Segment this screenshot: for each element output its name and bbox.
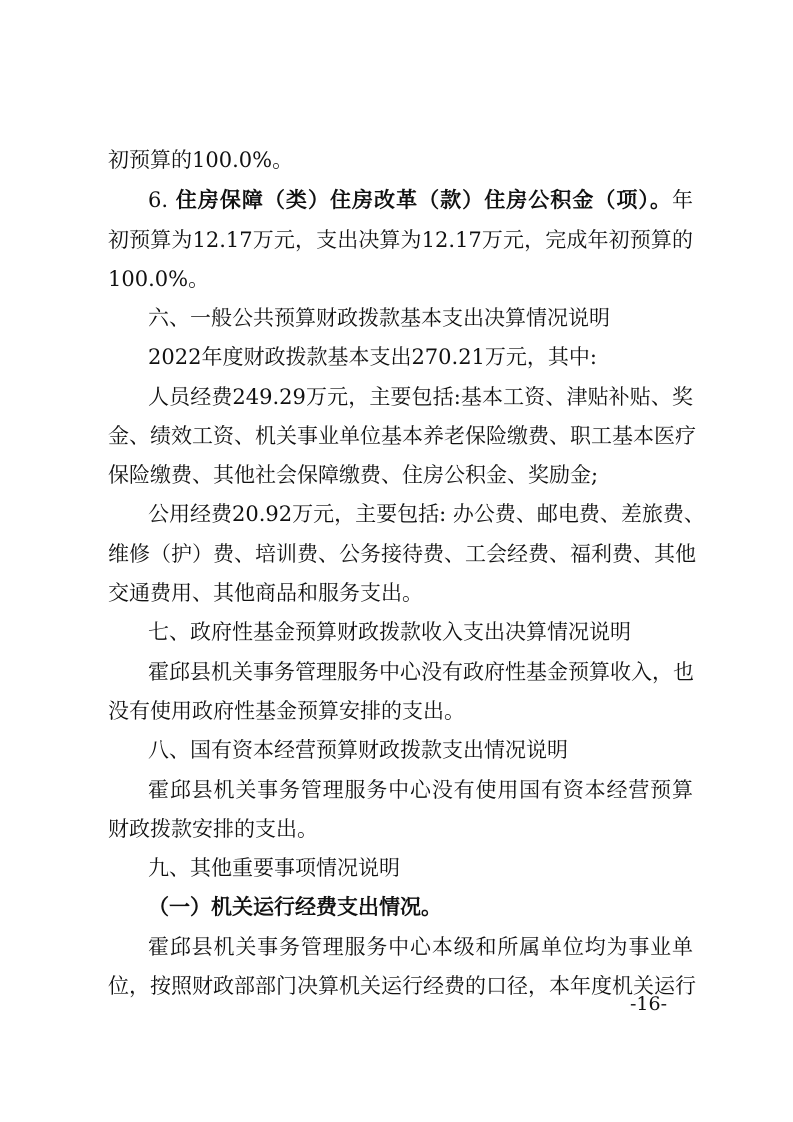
paragraph-line: 人员经费249.29万元，主要包括:基本工资、津贴补贴、奖 (148, 385, 693, 409)
section-heading-8: 八、国有资本经营预算财政拨款支出情况说明 (148, 738, 568, 762)
paragraph-line: 100.0%。 (108, 267, 210, 291)
section-heading-9: 九、其他重要事项情况说明 (148, 856, 400, 880)
paragraph-line: 位，按照财政部部门决算机关运行经费的口径，本年度机关运行 (108, 974, 696, 998)
item-heading: 住房保障（类）住房改革（款）住房公积金（项）。 (175, 188, 672, 212)
subsection-heading: （一）机关运行经费支出情况。 (148, 895, 442, 919)
paragraph-line: 公用经费20.92万元，主要包括: 办公费、邮电费、差旅费、 (148, 502, 705, 526)
paragraph-line: 初预算的100.0%。 (108, 148, 294, 172)
paragraph-line: 财政拨款安排的支出。 (108, 817, 318, 841)
paragraph-line: 霍邱县机关事务管理服务中心没有使用国有资本经营预算 (148, 778, 693, 802)
section-heading-7: 七、政府性基金预算财政拨款收入支出决算情况说明 (148, 620, 631, 644)
paragraph-line: 2022年度财政拨款基本支出270.21万元，其中: (148, 345, 597, 369)
page-number: -16- (630, 993, 668, 1015)
paragraph-line: 没有使用政府性基金预算安排的支出。 (108, 699, 465, 723)
paragraph-line: 初预算为12.17万元，支出决算为12.17万元，完成年初预算的 (108, 228, 693, 252)
paragraph-line: 维修（护）费、培训费、公务接待费、工会经费、福利费、其他 (108, 542, 696, 566)
section-heading-6: 六、一般公共预算财政拨款基本支出决算情况说明 (148, 306, 610, 330)
section-item-6 (148, 185, 693, 215)
paragraph-line: 保险缴费、其他社会保障缴费、住房公积金、奖励金; (108, 463, 599, 487)
paragraph-line: 金、绩效工资、机关事业单位基本养老保险缴费、职工基本医疗 (108, 424, 696, 448)
paragraph-line: 霍邱县机关事务管理服务中心本级和所属单位均为事业单 (148, 935, 693, 959)
paragraph-line: 霍邱县机关事务管理服务中心没有政府性基金预算收入，也 (148, 660, 694, 684)
item-number: 6. (148, 188, 169, 212)
paragraph-text: 年 (672, 188, 693, 212)
paragraph-line: 交通费用、其他商品和服务支出。 (108, 581, 423, 605)
